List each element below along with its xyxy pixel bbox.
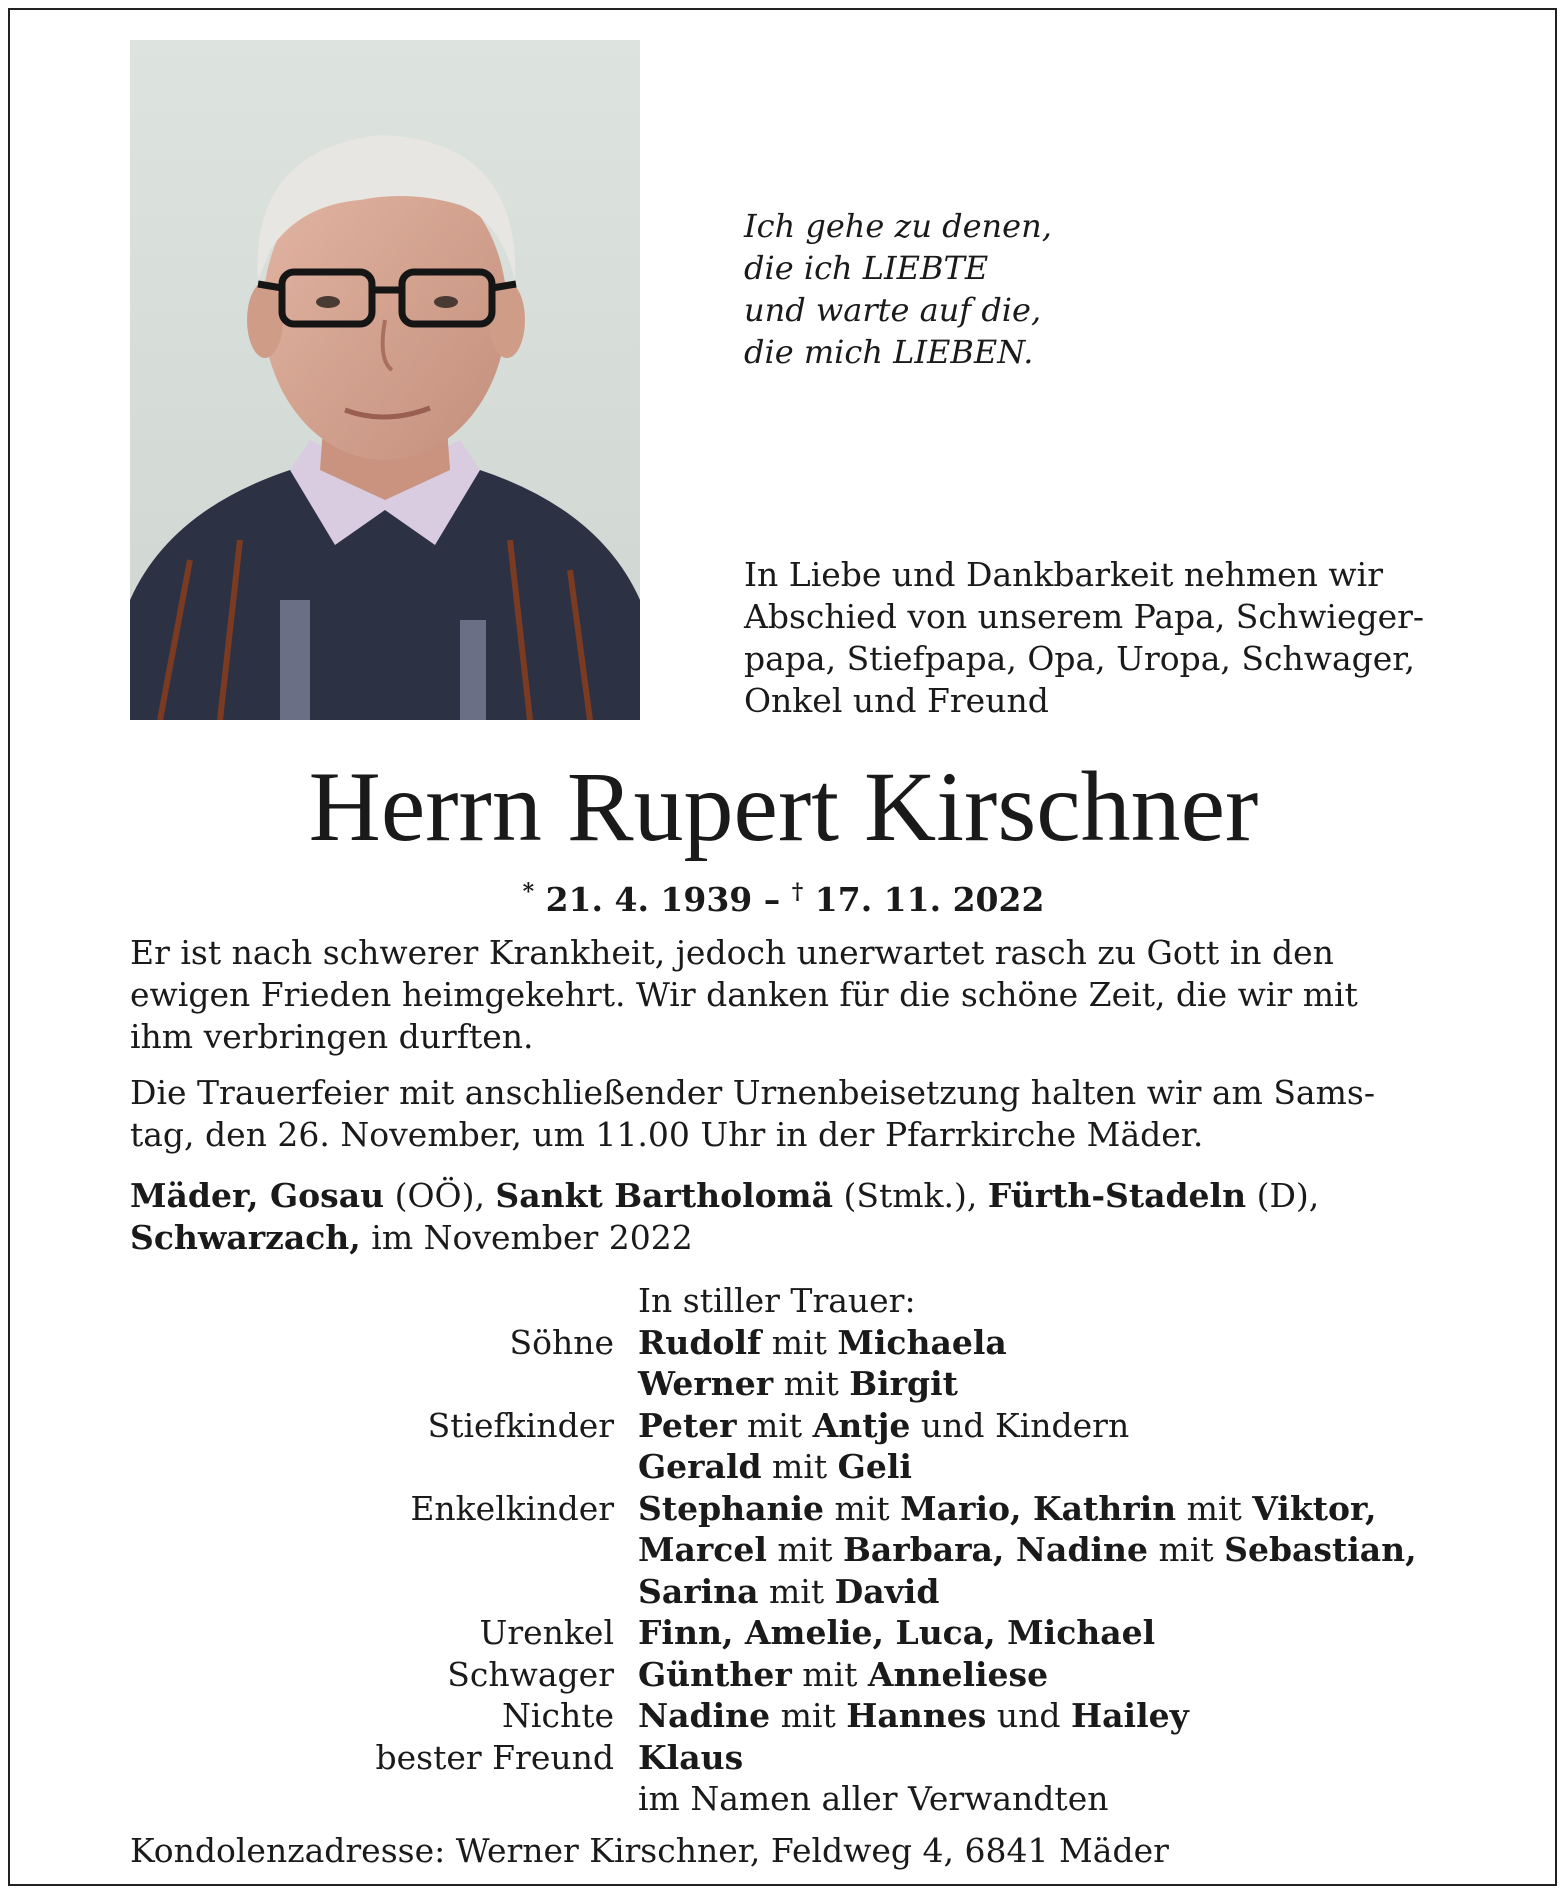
name-text: Marcel: [638, 1530, 767, 1569]
quote-line: und warte auf die,: [744, 291, 1042, 329]
paragraph-ceremony: [130, 1072, 1435, 1156]
name-text: Schwarzach,: [130, 1218, 361, 1257]
connector-text: mit: [761, 1447, 838, 1486]
name-text: Werner: [638, 1364, 774, 1403]
portrait-photo: [130, 40, 640, 720]
places-line: [130, 1217, 1319, 1259]
mourner-row: [0, 1612, 1567, 1654]
intro-line: Onkel und Freund: [744, 681, 1049, 720]
paragraph-line: Die Trauerfeier mit anschließender Urnenbeisetzung halten wir am Sams-: [130, 1073, 1375, 1112]
name-text: Birgit: [849, 1364, 958, 1403]
paragraph-line: ewigen Frieden heimgekehrt. Wir danken für die schöne Zeit, die wir mit: [130, 975, 1358, 1014]
name-text: Rudolf: [638, 1322, 762, 1362]
life-dates: [0, 872, 1567, 920]
mourner-row: [0, 1654, 1567, 1696]
connector-text: mit: [761, 1322, 838, 1362]
connector-text: im Namen aller Verwandten: [638, 1779, 1109, 1818]
quote-line: die ich LIEBTE: [744, 249, 989, 287]
connector-text: In stiller Trauer:: [638, 1281, 916, 1320]
paragraph-line: ihm verbringen durften.: [130, 1017, 534, 1056]
paragraph-line: tag, den 26. November, um 11.00 Uhr in der Pfarrkirche Mäder.: [130, 1115, 1204, 1154]
mourner-relation: bester Freund: [375, 1737, 614, 1777]
connector-text: mit: [766, 1530, 844, 1569]
connector-text: mit: [1176, 1488, 1253, 1528]
mourner-relation: Enkelkinder: [410, 1488, 614, 1528]
name-text: Peter: [638, 1405, 737, 1445]
name-text: Finn, Amelie, Luca, Michael: [638, 1613, 1156, 1652]
mourner-names: [638, 1778, 1108, 1820]
connector-text: mit: [758, 1571, 835, 1611]
intro-line: Abschied von unserem Papa, Schwieger-: [744, 597, 1425, 636]
name-text: David: [834, 1571, 940, 1611]
mourner-names: [638, 1488, 1376, 1530]
birth-date: 21. 4. 1939: [545, 880, 753, 919]
mourner-row: [0, 1280, 1567, 1322]
mourner-names: [638, 1571, 939, 1613]
places-line: [130, 1175, 1319, 1217]
mourner-names: [638, 1405, 1129, 1447]
mourner-names: [638, 1695, 1189, 1737]
quote-line: die mich LIEBEN.: [744, 333, 1034, 371]
name-text: Stephanie: [638, 1488, 825, 1528]
connector-text: (OÖ),: [384, 1176, 496, 1215]
name-text: Sebastian,: [1224, 1530, 1417, 1569]
connector-text: mit: [736, 1405, 813, 1445]
name-text: Mario, Kathrin: [900, 1488, 1177, 1528]
mourner-row: [0, 1405, 1567, 1447]
name-text: Günther: [638, 1654, 792, 1694]
mourner-names: [638, 1280, 916, 1322]
places-and-date: [130, 1175, 1319, 1259]
mourner-names: [638, 1446, 912, 1488]
condolence-address: Kondolenzadresse: Werner Kirschner, Feldweg 4, 6841 Mäder: [130, 1831, 1169, 1870]
quote: [744, 205, 1052, 373]
name-text: Hannes: [846, 1696, 987, 1735]
name-text: Barbara, Nadine: [843, 1530, 1149, 1569]
mourner-names: [638, 1654, 1048, 1696]
name-text: Hailey: [1071, 1696, 1189, 1735]
mourners-list: [0, 1280, 1567, 1820]
name-text: Geli: [837, 1447, 912, 1486]
mourner-row: [0, 1363, 1567, 1405]
intro-text: [744, 554, 1444, 722]
deceased-name: Herrn Rupert Kirschner: [308, 751, 1259, 862]
connector-text: und: [986, 1696, 1071, 1735]
mourner-names: [638, 1612, 1155, 1654]
birth-symbol: *: [522, 879, 535, 905]
intro-line: In Liebe und Dankbarkeit nehmen wir: [744, 555, 1384, 594]
death-symbol: †: [791, 879, 804, 905]
mourner-row: [0, 1737, 1567, 1779]
connector-text: und Kindern: [910, 1405, 1130, 1445]
mourner-row: [0, 1529, 1567, 1571]
mourner-relation: Nichte: [502, 1696, 614, 1735]
connector-text: mit: [773, 1364, 850, 1403]
name-text: Michaela: [837, 1322, 1007, 1362]
intro-line: papa, Stiefpapa, Opa, Uropa, Schwager,: [744, 639, 1415, 678]
name-text: Viktor,: [1252, 1488, 1377, 1528]
death-date: 17. 11. 2022: [814, 880, 1045, 919]
quote-line: Ich gehe zu denen,: [744, 207, 1052, 245]
mourner-relation: Urenkel: [479, 1613, 614, 1652]
name-text: Fürth-Stadeln: [987, 1176, 1247, 1215]
mourner-row: [0, 1488, 1567, 1530]
name-text: Nadine: [638, 1696, 771, 1735]
name-text: Klaus: [638, 1737, 744, 1777]
mourner-relation: Söhne: [509, 1322, 614, 1362]
mourner-names: [638, 1363, 958, 1405]
mourner-names: [638, 1737, 743, 1779]
connector-text: im November 2022: [360, 1218, 693, 1257]
mourner-names: [638, 1322, 1007, 1364]
mourner-names: [638, 1529, 1417, 1571]
connector-text: mit: [824, 1488, 901, 1528]
mourner-row: [0, 1778, 1567, 1820]
name-text: Anneliese: [867, 1654, 1049, 1694]
connector-text: mit: [770, 1696, 847, 1735]
name-text: Antje: [812, 1405, 911, 1445]
paragraph-line: Er ist nach schwerer Krankheit, jedoch unerwartet rasch zu Gott in den: [130, 933, 1334, 972]
date-separator: –: [763, 880, 781, 919]
paragraph-illness: [130, 932, 1435, 1058]
mourner-row: [0, 1322, 1567, 1364]
name-text: Mäder, Gosau: [130, 1176, 385, 1215]
mourner-relation: Schwager: [447, 1654, 614, 1694]
name-text: Sarina: [638, 1571, 759, 1611]
connector-text: mit: [1148, 1530, 1225, 1569]
connector-text: (D),: [1246, 1176, 1320, 1215]
mourner-row: [0, 1695, 1567, 1737]
mourner-relation: Stiefkinder: [427, 1405, 614, 1445]
name-text: Sankt Bartholomä: [495, 1176, 833, 1215]
connector-text: (Stmk.),: [832, 1176, 988, 1215]
connector-text: mit: [791, 1654, 868, 1694]
mourner-row: [0, 1446, 1567, 1488]
name-text: Gerald: [638, 1447, 762, 1486]
mourner-row: [0, 1571, 1567, 1613]
